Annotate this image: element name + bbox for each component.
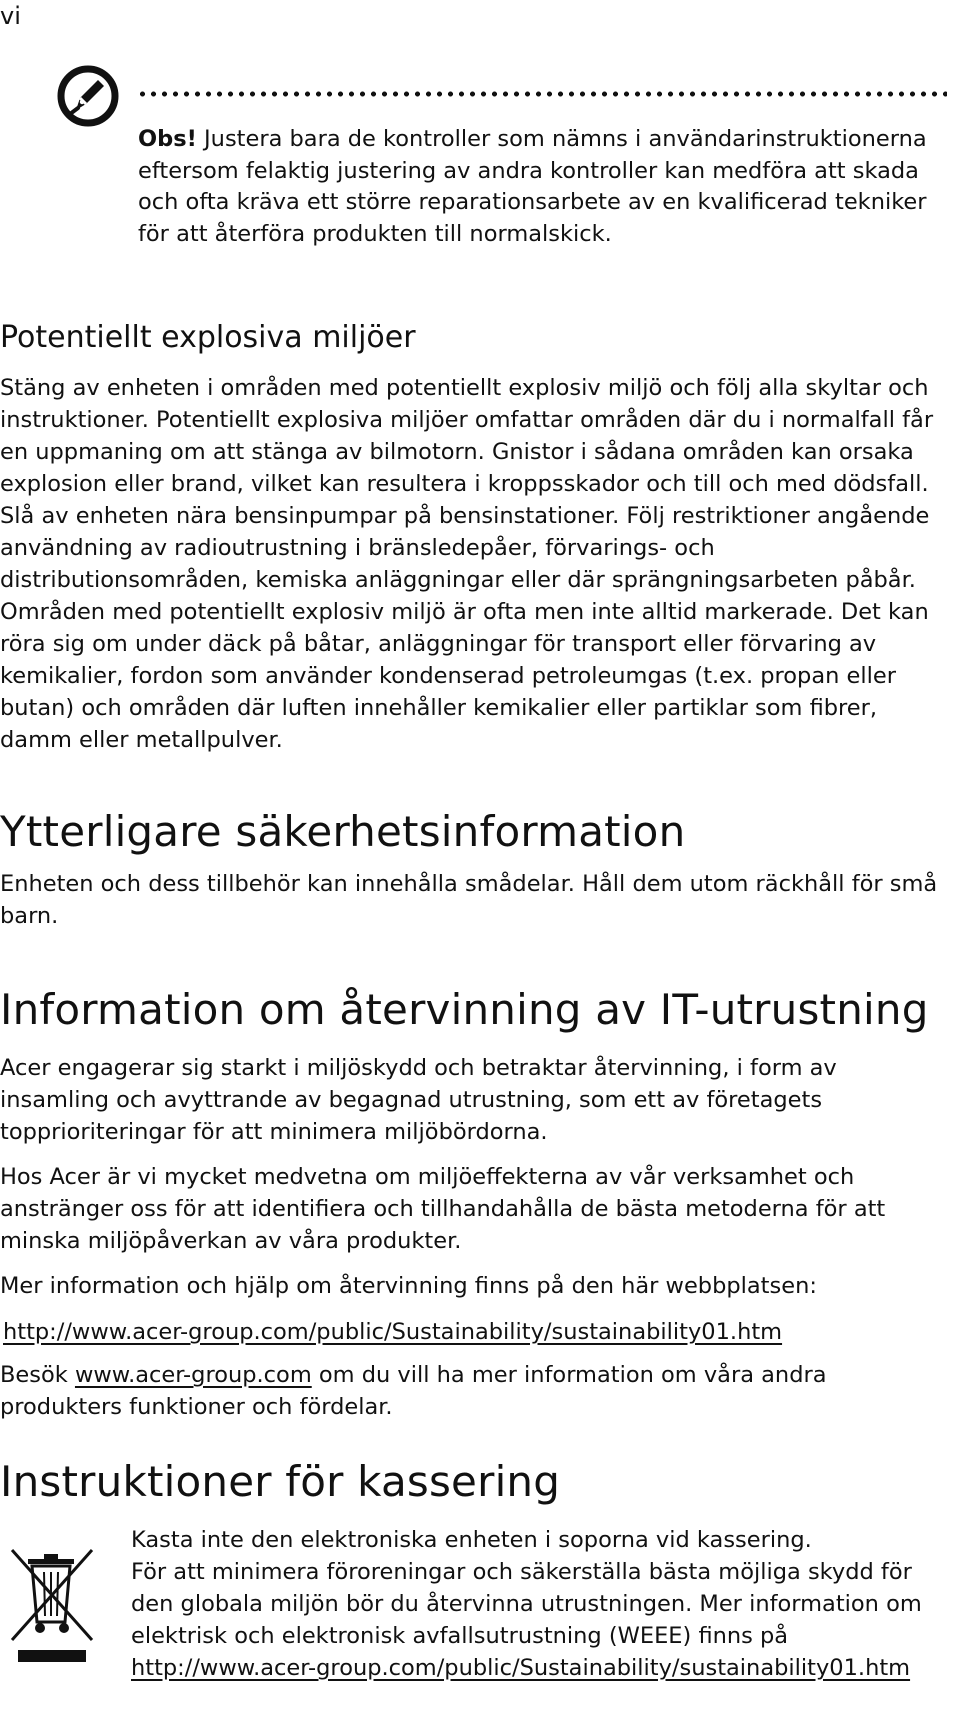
disposal-text xyxy=(131,1524,951,1684)
explosive-body: Stäng av enheten i områden med potentiellt explosiv miljö och följ alla skyltar och instruktioner. Potentiellt explosiva miljöer omfattar områden där du i normalfall får en uppmaning om att stänga av bilmotorn. Gnistor i sådana områden kan orsaka explosion eller brand, vilket kan resultera i kroppsskador och till och med dödsfall. Slå av enheten nära bensinpumpar på bensinstationer. Följ restriktioner angående användning av radioutrustning i bränsledepåer, förvarings- och distributionsområden, kemiska anläggningar eller där sprängningsarbeten påbår. Områden med potentiellt explosiv miljö är ofta men inte alltid markerade. Det kan röra sig om under däck på båtar, anläggningar för transport eller förvaring av kemikalier, fordon som använder kondenserad petroleumgas (t.ex. propan eller butan) och områden där luften innehåller kemikalier eller partiklar som fibrer, damm eller metallpulver. xyxy=(0,375,934,753)
visit-suffix: om du vill ha mer information om våra andra produkters funktioner och fördelar. xyxy=(0,1362,827,1420)
explosive-heading: Potentiellt explosiva miljöer xyxy=(0,320,416,355)
recycling-paragraph-3: Mer information och hjälp om återvinning finns på den här webbplatsen: xyxy=(0,1273,817,1299)
recycling-paragraph-2: Hos Acer är vi mycket medvetna om miljöeffekterna av vår verksamhet och anstränger oss för att identifiera och tillhandahålla de bästa metoderna för att minska miljöpåverkan av våra produkter. xyxy=(0,1164,886,1254)
recycling-url-link[interactable]: http://www.acer-group.com/public/Sustainability/sustainability01.htm xyxy=(3,1319,783,1345)
visit-prefix: Besök xyxy=(0,1362,75,1388)
recycling-paragraph-4 xyxy=(0,1359,950,1423)
note-body: Justera bara de kontroller som nämns i användarinstruktionerna eftersom felaktig justering av andra kontroller kan medföra att skada och ofta kräva ett större reparationsarbete av en kvalificerad tekniker för att återföra produkten till normalskick. xyxy=(138,126,927,247)
recycling-paragraph-1: Acer engagerar sig starkt i miljöskydd och betraktar återvinning, i form av insamling och avyttrande av begagnad utrustning, som ett av företagets topprioriteringar för att minimera miljöbördorna. xyxy=(0,1055,837,1145)
dotted-rule xyxy=(137,90,947,98)
disposal-line-2: För att minimera föroreningar och säkerställa bästa möjliga skydd för den globala miljön bör du återvinna utrustningen. Mer information om elektrisk och elektronisk avfallsutrustning (WEEE) finns på xyxy=(131,1559,922,1649)
safety-body: Enheten och dess tillbehör kan innehålla smådelar. Håll dem utom räckhåll för små barn. xyxy=(0,871,938,929)
note-text xyxy=(138,124,938,250)
acer-site-link[interactable]: www.acer-group.com xyxy=(74,1362,312,1388)
page-number: vi xyxy=(0,2,21,30)
weee-crossed-bin-icon xyxy=(6,1544,98,1666)
safety-heading: Ytterligare säkerhetsinformation xyxy=(0,807,686,856)
recycling-heading: Information om återvinning av IT-utrustning xyxy=(0,985,929,1034)
disposal-url-link[interactable]: http://www.acer-group.com/public/Sustainability/sustainability01.htm xyxy=(131,1655,911,1681)
note-label: Obs! xyxy=(138,126,197,152)
disposal-heading: Instruktioner för kassering xyxy=(0,1457,561,1506)
note-pen-icon xyxy=(56,64,120,128)
disposal-line-1: Kasta inte den elektroniska enheten i soporna vid kassering. xyxy=(131,1527,812,1553)
